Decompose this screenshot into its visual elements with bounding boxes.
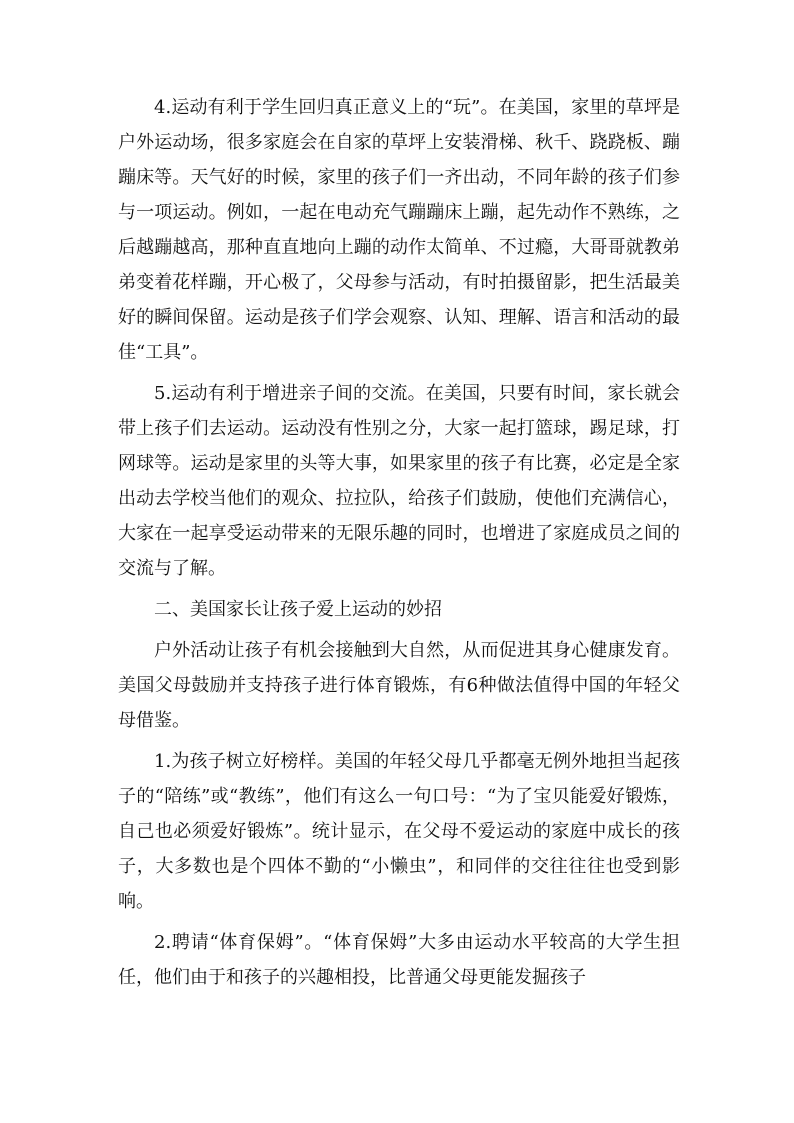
- paragraph-sport-play: 4.运动有利于学生回归真正意义上的“玩”。在美国，家里的草坪是户外运动场，很多家庭会在自家的草坪上安装滑梯、秋千、跷跷板、蹦蹦床等。天气好的时候，家里的孩子们一齐出动，不同年龄的孩子们参与一项运动。例如，一起在电动充气蹦蹦床上蹦，起先动作不熟练，之后越蹦越高，那种直直地向上蹦的动作太简单、不过瘾，大哥哥就教弟弟变着花样蹦，开心极了，父母参与活动，有时拍摄留影，把生活最美好的瞬间保留。运动是孩子们学会观察、认知、理解、语言和活动的最佳“工具”。: [118, 97, 680, 363]
- paragraph-sports-nanny: 2.聘请“体育保姆”。“体育保姆”大多由运动水平较高的大学生担任，他们由于和孩子的兴趣相投，比普通父母更能发掘孩子: [118, 932, 680, 988]
- paragraph-role-model: 1.为孩子树立好榜样。美国的年轻父母几乎都毫无例外地担当起孩子的“陪练”或“教练”，他们有这么一句口号：“为了宝贝能爱好锻炼，自己也必须爱好锻炼”。统计显示，在父母不爱运动的家庭中成长的孩子，大多数也是个四体不勤的“小懒虫”，和同伴的交往往往也受到影响。: [118, 751, 680, 912]
- paragraph-outdoor-activity: 户外活动让孩子有机会接触到大自然，从而促进其身心健康发育。美国父母鼓励并支持孩子进行体育锻炼，有6种做法值得中国的年轻父母借鉴。: [118, 640, 680, 731]
- document-page: [118, 90, 680, 1001]
- paragraph-parent-child-communication: 5.运动有利于增进亲子间的交流。在美国，只要有时间，家长就会带上孩子们去运动。运动没有性别之分，大家一起打篮球，踢足球，打网球等。运动是家里的头等大事，如果家里的孩子有比赛，必定是全家出动去学校当他们的观众、拉拉队，给孩子们鼓励，使他们充满信心，大家在一起享受运动带来的无限乐趣的同时，也增进了家庭成员之间的交流与了解。: [118, 383, 680, 579]
- section-heading: 二、美国家长让孩子爱上运动的妙招: [154, 599, 442, 620]
